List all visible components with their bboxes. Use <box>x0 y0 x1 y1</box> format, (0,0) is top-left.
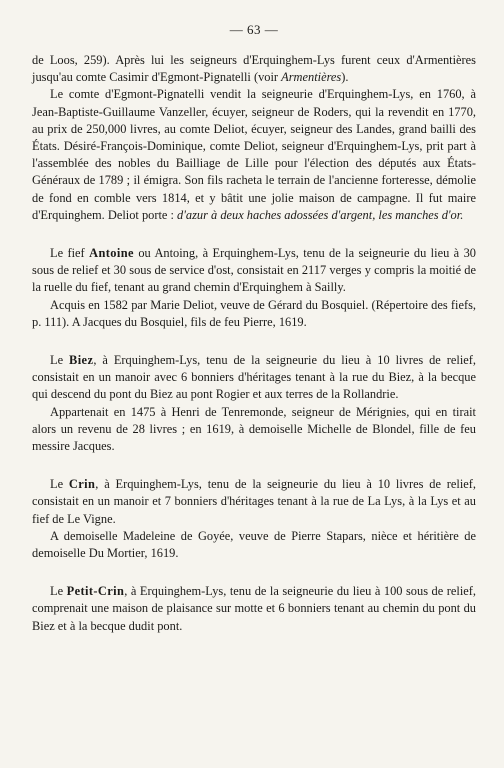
crin-section <box>32 476 476 562</box>
petit-crin-text: , à Erquinghem-Lys, tenu de la seigneurie du lieu à 100 sous de relief, comprenait une maison de plaisance sur motte et 6 bonniers tenant au chemin du pont du Biez et à la becque dudit pont. <box>32 584 477 633</box>
biez-pre: Le <box>50 353 70 368</box>
biez-fief-name: Biez <box>69 353 94 368</box>
biez-section <box>32 352 476 455</box>
petit-crin-section <box>32 583 476 635</box>
antoine-section <box>32 245 476 331</box>
petit-crin-pre: Le <box>50 584 67 599</box>
crin-text: , à Erquinghem-Lys, tenu de la seigneurie du lieu à 10 livres de relief, consistait en un manoir et 7 bonniers d'héritages tenant à la rue de La Lys, à la Lys et au fief de Le Vigne. <box>32 477 477 526</box>
intro-p1-end: ). <box>341 70 349 85</box>
antoine-paragraph-2: Acquis en 1582 par Marie Deliot, veuve de Gérard du Bosquiel. (Répertoire des fiefs, p. 111). A Jacques du Bosquiel, fils de feu Pierre, 1619. <box>32 297 476 329</box>
section-gap <box>32 465 476 476</box>
intro-paragraph-1 <box>32 52 476 86</box>
intro-p2-text: Le comte d'Egmont-Pignatelli vendit la seigneurie d'Erquinghem-Lys, en 1760, à Jean-Baptiste-Guillaume Vanzeller, écuyer, seigneur de Roders, qui la revendit en 1770, au prix de 250,000 livres, au comte Deliot, écuyer, seigneur des Landes, grand bailli des États. Désiré-François-Dominique, comte Deliot, seigneur d'Erquinghem-Lys, prit part à l'assemblée des nobles du Bailliage de Lille pour l'élection des députés aux États-Généraux de 1789 ; il émigra. Son fils racheta le terrain de l'ancienne forteresse, démolie de fond en comble vers 1814, et y bâtit une jolie maison de campagne. Il fut maire d'Erquinghem. Deliot porte : <box>32 87 476 222</box>
biez-paragraph-2: Appartenait en 1475 à Henri de Tenremonde, seigneur de Mérignies, qui en tirait alors un revenu de 28 livres ; en 1619, à demoiselle Michelle de Blondel, fille de feu messire Jacques. <box>32 404 476 454</box>
intro-paragraph-2 <box>32 86 476 224</box>
page-number: — 63 — <box>229 22 279 37</box>
intro-p1-text: de Loos, 259). Après lui les seigneurs d'Erquinghem-Lys furent ceux d'Armentières jusqu'au comte Casimir d'Egmont-Pignatelli (voir <box>32 53 476 85</box>
antoine-text: ou Antoing, à Erquinghem-Lys, tenu de la seigneurie du lieu à 30 sous de relief et 30 sous de service d'ost, consistait en 2117 verges y compris la moitié de la ruelle du fief, tenant au grand chemin d'Erquinghem à Sailly. <box>32 246 476 295</box>
crin-fief-name: Crin <box>68 477 96 492</box>
antoine-fief-name: Antoine <box>89 246 134 261</box>
section-gap <box>32 234 476 245</box>
section-gap <box>32 572 476 583</box>
intro-p1-italic: Armentières <box>281 70 342 85</box>
petit-crin-fief-name: Petit-Crin <box>66 584 125 599</box>
crin-paragraph-1 <box>32 476 476 528</box>
crin-pre: Le <box>50 477 69 492</box>
biez-text: , à Erquinghem-Lys, tenu de la seigneurie du lieu à 10 livres de relief, consistait en un manoir avec 6 bonniers d'héritages tenant à la rue du Biez, à la becque qui descend du pont du Biez au pont Rogier et aux terres de la Rollandrie. <box>32 353 476 402</box>
intro-p2-italic: d'azur à deux haches adossées d'argent, les manches d'or. <box>177 207 464 222</box>
petit-crin-paragraph-1 <box>32 583 476 635</box>
crin-paragraph-2: A demoiselle Madeleine de Goyée, veuve de Pierre Stapars, nièce et héritière de demoiselle Du Mortier, 1619. <box>32 528 476 561</box>
section-gap <box>32 341 476 352</box>
antoine-pre: Le fief <box>50 246 90 261</box>
biez-paragraph-1 <box>32 352 476 404</box>
antoine-paragraph-1 <box>32 245 476 297</box>
intro-section <box>32 52 476 224</box>
